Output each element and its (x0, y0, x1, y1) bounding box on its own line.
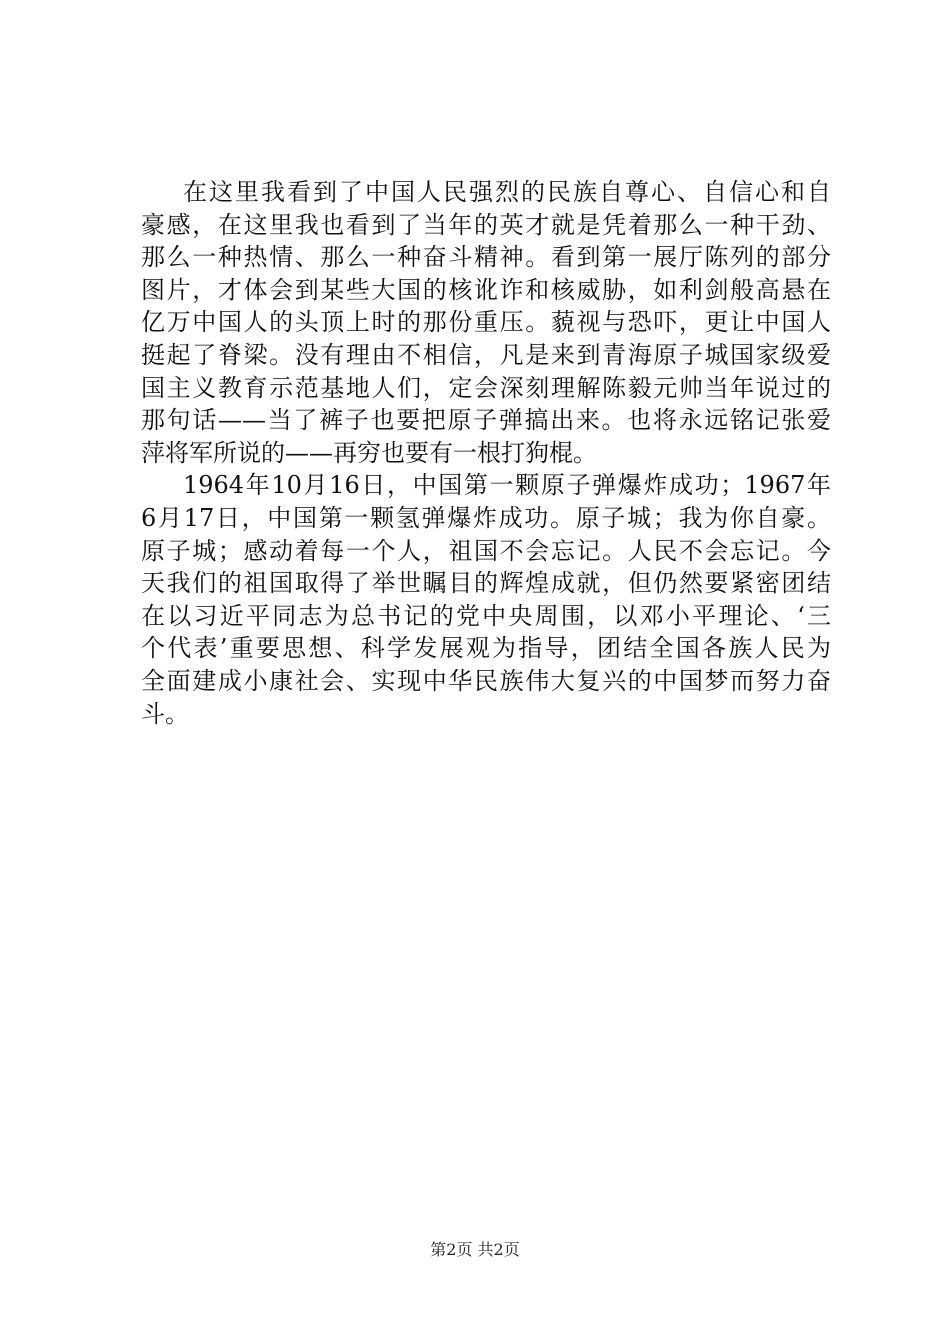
text-line: 天我们的祖国取得了举世瞩目的辉煌成就，但仍然要紧密团结 (141, 569, 831, 598)
body-text (141, 176, 831, 730)
text-line: 挺起了脊梁。没有理由不相信，凡是来到青海原子城国家级爱 (141, 340, 831, 369)
text-line: 6月17日，中国第一颗氢弹爆炸成功。原子城；我为你自豪。 (141, 503, 831, 532)
page-number: 第2页 共2页 (430, 1240, 520, 1259)
paragraph-1 (141, 176, 831, 469)
text-line: 亿万中国人的头顶上时的那份重压。藐视与恐吓，更让中国人 (141, 308, 831, 337)
paragraph-2 (141, 469, 831, 730)
text-line: 个代表’重要思想、科学发展观为指导，团结全国各族人民为 (141, 634, 831, 663)
text-line: 在这里我看到了中国人民强烈的民族自尊心、自信心和自 (183, 178, 831, 206)
page-footer (0, 1240, 950, 1260)
text-line: 国主义教育示范基地人们，定会深刻理解陈毅元帅当年说过的 (141, 373, 831, 402)
text-line: 那么一种热情、那么一种奋斗精神。看到第一展厅陈列的部分 (141, 243, 831, 272)
text-line: 原子城；感动着每一个人，祖国不会忘记。人民不会忘记。今 (141, 536, 831, 565)
text-line: 斗。 (141, 699, 189, 728)
text-line: 在以习近平同志为总书记的党中央周围，以邓小平理论、‘三 (141, 601, 831, 630)
text-line: 萍将军所说的——再穷也要有一根打狗棍。 (141, 438, 597, 467)
text-line: 全面建成小康社会、实现中华民族伟大复兴的中国梦而努力奋 (141, 666, 831, 695)
text-line: 1964年10月16日，中国第一颗原子弹爆炸成功；1967年 (183, 471, 831, 500)
text-line: 图片，才体会到某些大国的核讹诈和核威胁，如利剑般高悬在 (141, 275, 831, 304)
text-line: 豪感，在这里我也看到了当年的英才就是凭着那么一种干劲、 (141, 210, 831, 239)
text-line: 那句话——当了裤子也要把原子弹搞出来。也将永远铭记张爱 (141, 406, 831, 435)
